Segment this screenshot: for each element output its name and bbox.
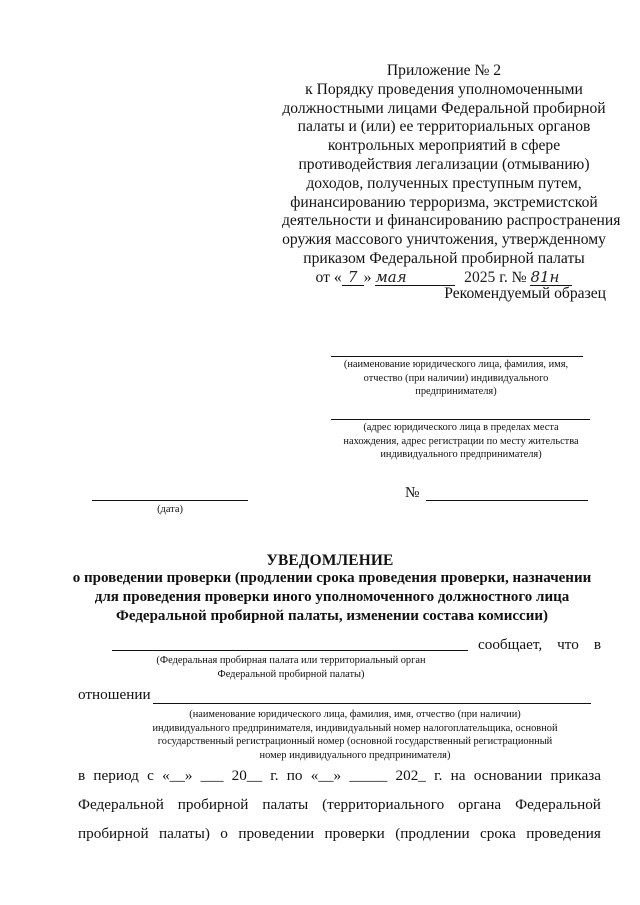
order-year: 2025 <box>464 268 496 286</box>
caption-line: индивидуального предпринимателя, индивидуальный номер налогоплательщика, основной <box>152 722 558 734</box>
caption-line: номер индивидуального предпринимателя) <box>259 749 451 761</box>
caption-line: Федеральной пробирной палаты) <box>217 668 365 680</box>
appendix-line: палаты и (или) ее территориальных органов <box>297 118 591 136</box>
caption-line: отчество (при наличии) индивидуального <box>363 372 549 384</box>
word: 20__ <box>231 767 263 784</box>
word: Федеральной <box>515 796 601 813</box>
word: (продлении <box>395 825 470 842</box>
word: органа <box>458 796 502 813</box>
word: период <box>93 767 139 784</box>
word: проведения <box>526 825 601 842</box>
word: (территориального <box>322 796 445 813</box>
order-quote: » <box>363 268 372 286</box>
body-line-3 <box>78 825 601 843</box>
word: с <box>147 767 154 784</box>
number-line <box>426 500 588 501</box>
recipient-address-line <box>331 419 590 420</box>
word: в <box>78 767 86 784</box>
word: палаты) <box>159 825 210 842</box>
appendix-line: контрольных мероприятий в сфере <box>327 137 561 155</box>
recipient-name-caption <box>318 358 594 399</box>
date-caption: (дата) <box>157 504 183 515</box>
appendix-line: должностными лицами Федеральной пробирной <box>282 99 606 117</box>
appendix-line: деятельности и финансированию распространения <box>282 212 621 230</box>
word: палаты <box>262 796 309 813</box>
word: г. <box>270 767 279 784</box>
subtitle-line: о проведении проверки (продлении срока проведения проверки, назначении <box>72 570 592 586</box>
appendix-line: доходов, полученных преступным путем, <box>306 174 582 192</box>
word: пробирной <box>78 825 149 842</box>
word: на <box>450 767 466 784</box>
authority-caption <box>136 654 446 681</box>
appendix-line: Приложение № 2 <box>386 62 502 79</box>
recipient-name-line <box>331 356 583 357</box>
appendix-header <box>282 62 621 288</box>
appendix-line: противодействия легализации (отмыванию) <box>298 155 590 173</box>
caption-line: (адрес юридического лица в пределах места <box>363 422 559 433</box>
subject-line <box>153 703 591 704</box>
appendix-line: финансированию терроризма, экстремистской <box>290 193 598 211</box>
in-relation-label: отношении <box>78 686 151 703</box>
word: ___ <box>200 767 224 784</box>
order-prefix: от « <box>315 268 342 286</box>
word: приказа <box>550 767 601 784</box>
word: по <box>286 767 303 784</box>
order-month: мая <box>375 270 455 286</box>
date-line <box>92 500 248 501</box>
word: о <box>220 825 228 842</box>
word: Федеральной <box>78 796 164 813</box>
caption-line: индивидуального предпринимателя) <box>380 449 542 461</box>
word: 202_ <box>395 767 426 784</box>
appendix-line: оружия массового уничтожения, утвержденному <box>282 231 606 249</box>
word: _____ <box>349 767 388 784</box>
caption-line: предпринимателя) <box>415 386 497 398</box>
word: г. <box>434 767 443 784</box>
word: пробирной <box>177 796 249 813</box>
word: основании <box>473 767 543 784</box>
order-suffix: г. № <box>499 268 527 286</box>
caption-line: (наименование юридического лица, фамилия, имя, отчество (при наличии) <box>189 709 521 720</box>
word: проведении <box>238 825 315 842</box>
word: что <box>557 636 579 653</box>
reports-phrase <box>478 636 601 654</box>
subtitle-line: Федеральной пробирной палаты, изменении состава комиссии) <box>116 608 548 625</box>
word: срока <box>480 825 516 842</box>
caption-line: (наименование юридического лица, фамилия, имя, <box>343 359 569 370</box>
number-label: № <box>405 484 420 501</box>
caption-line: государственный регистрационный номер (основной государственный регистрационный <box>157 736 553 748</box>
document-title: УВЕДОМЛЕНИЕ <box>266 552 394 569</box>
subtitle-line: для проведения проверки иного уполномоченного должностного лица <box>94 589 570 606</box>
period-line <box>78 767 601 785</box>
order-number: 81н <box>530 270 572 286</box>
document-subtitle <box>62 569 602 627</box>
word: сообщает, <box>478 636 543 653</box>
word: в <box>593 636 601 653</box>
authority-line <box>112 650 468 651</box>
word: проверки <box>324 825 385 842</box>
sample-label: Рекомендуемый образец <box>444 285 606 302</box>
body-line-2 <box>78 796 601 814</box>
subject-caption <box>130 708 580 762</box>
appendix-line: к Порядку проведения уполномоченными <box>305 80 583 98</box>
word: «__» <box>310 767 342 784</box>
appendix-line: приказом Федеральной пробирной палаты <box>303 249 585 267</box>
word: «__» <box>162 767 193 784</box>
caption-line: нахождения, адрес регистрации по месту жительства <box>343 435 579 447</box>
caption-line: (Федеральная пробирная палата или территориальный орган <box>156 655 426 666</box>
recipient-address-caption <box>318 421 604 462</box>
order-day: 7 <box>342 270 364 286</box>
